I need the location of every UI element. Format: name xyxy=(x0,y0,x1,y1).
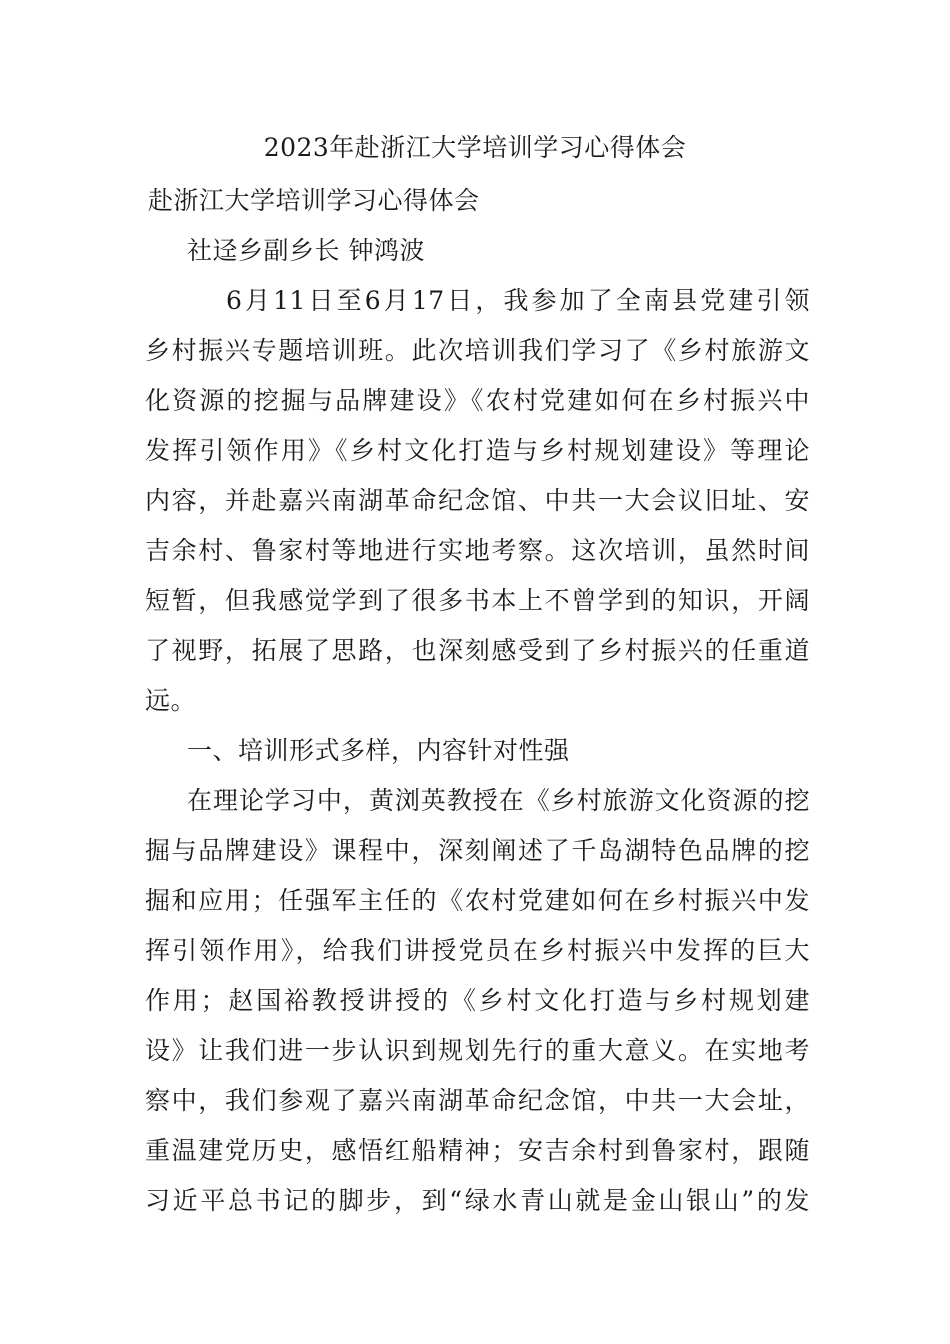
paragraph-line: 掘和应用；任强军主任的《农村党建如何在乡村振兴中发 xyxy=(145,886,810,915)
paragraph-line: 发挥引领作用》《乡村文化打造与乡村规划建设》等理论 xyxy=(145,436,810,465)
paragraph-line: 了视野，拓展了思路，也深刻感受到了乡村振兴的任重道 xyxy=(145,636,810,665)
section-heading: 一、培训形式多样，内容针对性强 xyxy=(187,736,570,765)
paragraph-line: 吉余村、鲁家村等地进行实地考察。这次培训，虽然时间 xyxy=(145,536,810,565)
paragraph-line: 内容，并赴嘉兴南湖革命纪念馆、中共一大会议旧址、安 xyxy=(145,486,810,515)
paragraph-line: 设》让我们进一步认识到规划先行的重大意义。在实地考 xyxy=(145,1036,810,1065)
paragraph-line: 重温建党历史，感悟红船精神；安吉余村到鲁家村，跟随 xyxy=(145,1136,810,1165)
paragraph-line: 作用；赵国裕教授讲授的《乡村文化打造与乡村规划建 xyxy=(145,986,810,1015)
paragraph-line: 乡村振兴专题培训班。此次培训我们学习了《乡村旅游文 xyxy=(145,336,810,365)
paragraph-line: 掘与品牌建设》课程中，深刻阐述了千岛湖特色品牌的挖 xyxy=(145,836,810,865)
paragraph-line: 化资源的挖掘与品牌建设》《农村党建如何在乡村振兴中 xyxy=(145,386,810,415)
paragraph-line: 短暂，但我感觉学到了很多书本上不曾学到的知识，开阔 xyxy=(145,586,810,615)
paragraph-line: 察中，我们参观了嘉兴南湖革命纪念馆，中共一大会址， xyxy=(145,1086,810,1115)
author-line: 社迳乡副乡长 钟鸿波 xyxy=(187,236,425,265)
paragraph-line: 在理论学习中，黄浏英教授在《乡村旅游文化资源的挖 xyxy=(187,786,810,815)
paragraph-line: 远。 xyxy=(145,686,197,715)
document-title: 2023年赴浙江大学培训学习心得体会 xyxy=(263,133,687,162)
paragraph-line: 6月11日至6月17日，我参加了全南县党建引领 xyxy=(226,286,810,315)
paragraph-line: 挥引领作用》，给我们讲授党员在乡村振兴中发挥的巨大 xyxy=(145,936,810,965)
document-subtitle: 赴浙江大学培训学习心得体会 xyxy=(148,186,480,215)
paragraph-line: 习近平总书记的脚步，到“绿水青山就是金山银山”的发 xyxy=(145,1186,810,1215)
